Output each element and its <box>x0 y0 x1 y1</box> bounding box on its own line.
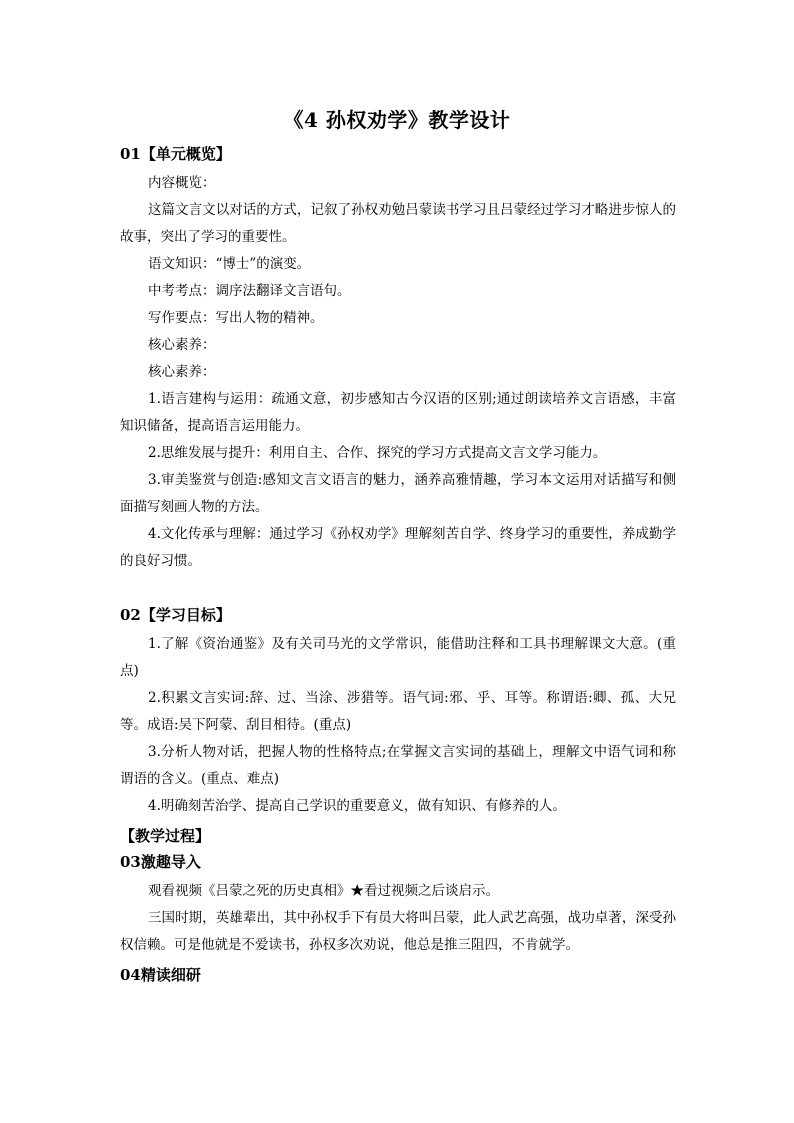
section-heading-unit-overview: 01【单元概览】 <box>120 145 231 163</box>
document-title: 《4 孙权劝学》教学设计 <box>283 108 511 132</box>
section-heading-close-reading: 04精读细研 <box>120 966 201 984</box>
paragraph: 这篇文言文以对话的方式，记叙了孙权劝勉吕蒙读书学习且吕蒙经过学习才略进步惊人的故事，突出了学习的重要性。 <box>120 202 676 245</box>
paragraph: 2.思维发展与提升：利用自主、合作、探究的学习方式提高文言文学习能力。 <box>148 445 607 461</box>
paragraph: 核心素养： <box>148 337 216 353</box>
paragraph: 写作要点：写出人物的精神。 <box>148 310 324 326</box>
paragraph: 核心素养： <box>148 364 216 380</box>
paragraph: 1.语言建构与运用：疏通文意，初步感知古今汉语的区别;通过朗读培养文言语感，丰富知识储备，提高语言运用能力。 <box>120 391 676 434</box>
paragraph: 2.积累文言实词:辞、过、当涂、涉猎等。语气词:邪、乎、耳等。称谓语:卿、孤、大兄等。成语:吴下阿蒙、刮目相待。(重点) <box>120 690 676 733</box>
spacer <box>120 575 676 605</box>
paragraph: 内容概览： <box>148 175 216 191</box>
paragraph: 中考考点：调序法翻译文言语句。 <box>148 283 351 299</box>
paragraph: 1.了解《资治通鉴》及有关司马光的文学常识，能借助注释和工具书理解课文大意。(重点) <box>120 636 676 679</box>
paragraph: 4.明确刻苦治学、提高自己学识的重要意义，做有知识、有修养的人。 <box>148 798 566 814</box>
document-body <box>120 144 676 991</box>
paragraph: 三国时期，英雄辈出，其中孙权手下有员大将叫吕蒙，此人武艺高强，战功卓著，深受孙权信赖。可是他就是不爱读书，孙权多次劝说，他总是推三阻四，不肯就学。 <box>120 910 676 953</box>
paragraph: 3.分析人物对话，把握人物的性格特点;在掌握文言实词的基础上，理解文中语气词和称谓语的含义。(重点、难点) <box>120 744 676 787</box>
paragraph: 3.审美鉴赏与创造:感知文言文语言的魅力，涵养高雅情趣，学习本文运用对话描写和侧面描写刻画人物的方法。 <box>120 472 676 515</box>
paragraph: 观看视频《吕蒙之死的历史真相》★看过视频之后谈启示。 <box>148 883 499 899</box>
section-heading-intro: 03激趣导入 <box>120 853 201 871</box>
paragraph: 4.文化传承与理解：通过学习《孙权劝学》理解刻苦自学、终身学习的重要性，养成勤学的良好习惯。 <box>120 526 676 569</box>
paragraph: 语文知识：“博士”的演变。 <box>148 256 311 272</box>
section-heading-teaching-process: 【教学过程】 <box>120 827 211 845</box>
section-heading-learning-goals: 02【学习目标】 <box>120 606 231 624</box>
